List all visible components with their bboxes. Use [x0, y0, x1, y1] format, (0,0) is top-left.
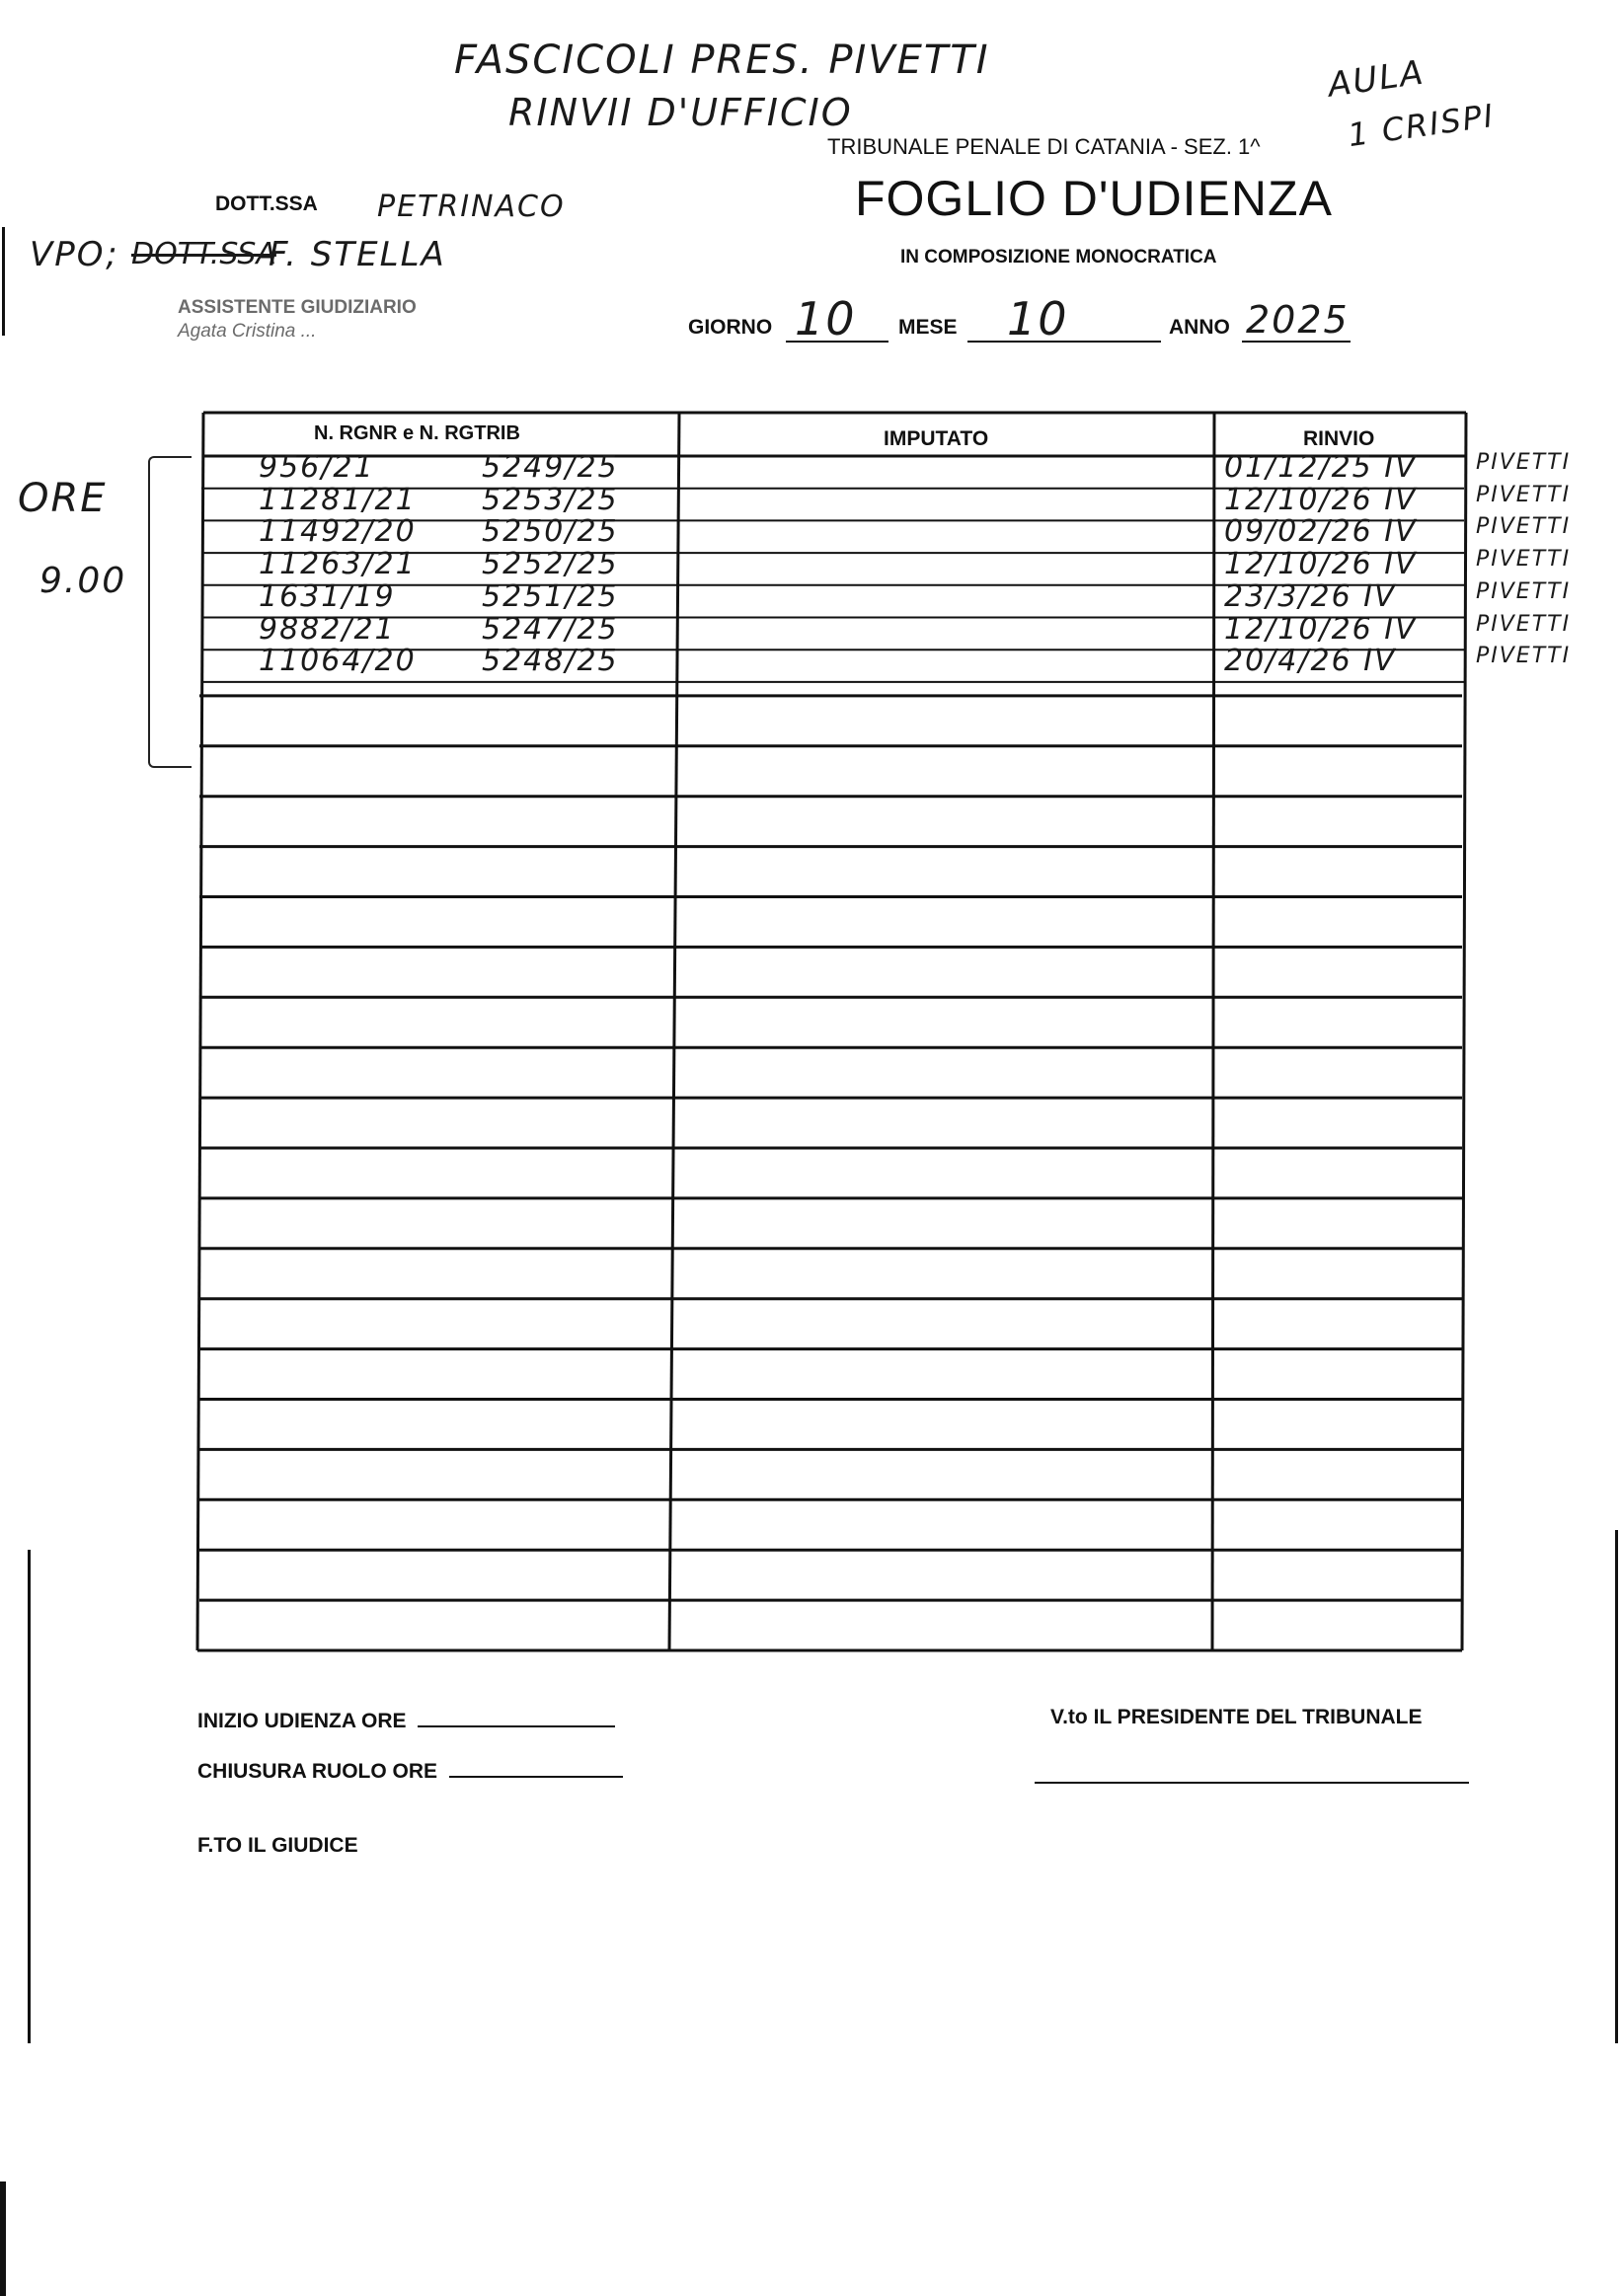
rinvio-note: PIVETTI [1476, 611, 1572, 637]
rgnr-number: 1631/19 [259, 578, 396, 614]
note-rinvii: RINVII D'UFFICIO [508, 91, 853, 134]
rgnr-number: 11064/20 [259, 644, 417, 679]
clerk-stamp-title: ASSISTENTE GIUDIZIARIO [178, 297, 417, 318]
rinvio-date: 09/02/26 IV [1224, 514, 1418, 550]
vpo-name: F. STELLA [269, 235, 446, 274]
rgnr-number: 11281/21 [259, 482, 417, 517]
rinvio-date: 12/10/26 IV [1224, 611, 1418, 647]
side-note-time: 9.00 [39, 561, 127, 601]
giorno-label: GIORNO [688, 316, 773, 339]
rinvio-date: 12/10/26 IV [1224, 482, 1418, 517]
footer-inizio-line [418, 1725, 615, 1727]
rgtrib-number: 5248/25 [482, 644, 619, 679]
note-aula: AULA [1325, 52, 1428, 106]
rgnr-number: 11492/20 [259, 514, 417, 550]
sheet-subtitle: IN COMPOSIZIONE MONOCRATICA [900, 247, 1217, 268]
rgnr-number: 9882/21 [259, 611, 396, 647]
grid-line [1212, 413, 1214, 1650]
vpo-struck-title: DOTT.SSA [131, 237, 276, 271]
sheet-title: FOGLIO D'UDIENZA [855, 171, 1333, 226]
scan-edge-left-bottom [0, 2181, 6, 2296]
rinvio-date: 01/12/25 IV [1224, 450, 1418, 485]
rgnr-number: 11263/21 [259, 547, 417, 582]
footer-chiusura-label: CHIUSURA RUOLO ORE [197, 1760, 438, 1783]
rgtrib-number: 5251/25 [482, 578, 619, 614]
footer-chiusura-line [449, 1776, 623, 1778]
footer-giudice: F.TO IL GIUDICE [197, 1834, 358, 1857]
note-fascicoli: FASCICOLI PRES. PIVETTI [454, 38, 990, 83]
rgtrib-number: 5250/25 [482, 514, 619, 550]
giorno-value: 10 [795, 292, 857, 345]
court-name: TRIBUNALE PENALE DI CATANIA - SEZ. 1^ [827, 134, 1261, 159]
rinvio-note: PIVETTI [1476, 514, 1572, 540]
rinvio-note: PIVETTI [1476, 482, 1572, 507]
row-group-bracket [148, 456, 192, 768]
rinvio-date: 20/4/26 IV [1224, 644, 1397, 679]
scan-edge-right [1615, 1530, 1618, 2043]
rinvio-note: PIVETTI [1476, 547, 1572, 573]
rgtrib-number: 5247/25 [482, 611, 619, 647]
rgtrib-number: 5249/25 [482, 450, 619, 485]
footer-inizio [197, 1710, 615, 1733]
rgnr-number: 956/21 [259, 450, 375, 485]
judge-name: PETRINACO [377, 190, 566, 224]
rgtrib-number: 5253/25 [482, 482, 619, 517]
rinvio-date: 12/10/26 IV [1224, 547, 1418, 582]
header-rgnr: N. RGNR e N. RGTRIB [314, 422, 520, 444]
footer-inizio-label: INIZIO UDIENZA ORE [197, 1710, 407, 1732]
rgtrib-number: 5252/25 [482, 547, 619, 582]
grid-line [1462, 413, 1466, 1650]
note-aula-room: 1 CRISPI [1346, 96, 1498, 155]
header-imputato: IMPUTATO [884, 427, 989, 450]
grid-line [197, 413, 203, 1650]
footer-chiusura [197, 1760, 623, 1784]
header-rinvio: RINVIO [1303, 427, 1375, 450]
scan-edge-left [28, 1550, 31, 2043]
rinvio-note: PIVETTI [1476, 644, 1572, 669]
anno-label: ANNO [1169, 316, 1230, 339]
rinvio-note: PIVETTI [1476, 450, 1572, 475]
rinvio-date: 23/3/26 IV [1224, 578, 1397, 614]
scan-edge-left-top [2, 227, 5, 336]
mese-label: MESE [898, 316, 958, 339]
rinvio-note: PIVETTI [1476, 578, 1572, 604]
vpo-label: VPO; [30, 235, 119, 274]
judge-label: DOTT.SSA [215, 192, 318, 215]
footer-presidente: V.to IL PRESIDENTE DEL TRIBUNALE [1050, 1706, 1423, 1728]
clerk-stamp-name: Agata Cristina ... [178, 321, 317, 342]
footer-presidente-line [1035, 1782, 1469, 1784]
anno-value: 2025 [1246, 298, 1350, 342]
grid-line [669, 413, 679, 1650]
mese-value: 10 [1007, 292, 1069, 345]
side-note-ore: ORE [18, 476, 108, 521]
